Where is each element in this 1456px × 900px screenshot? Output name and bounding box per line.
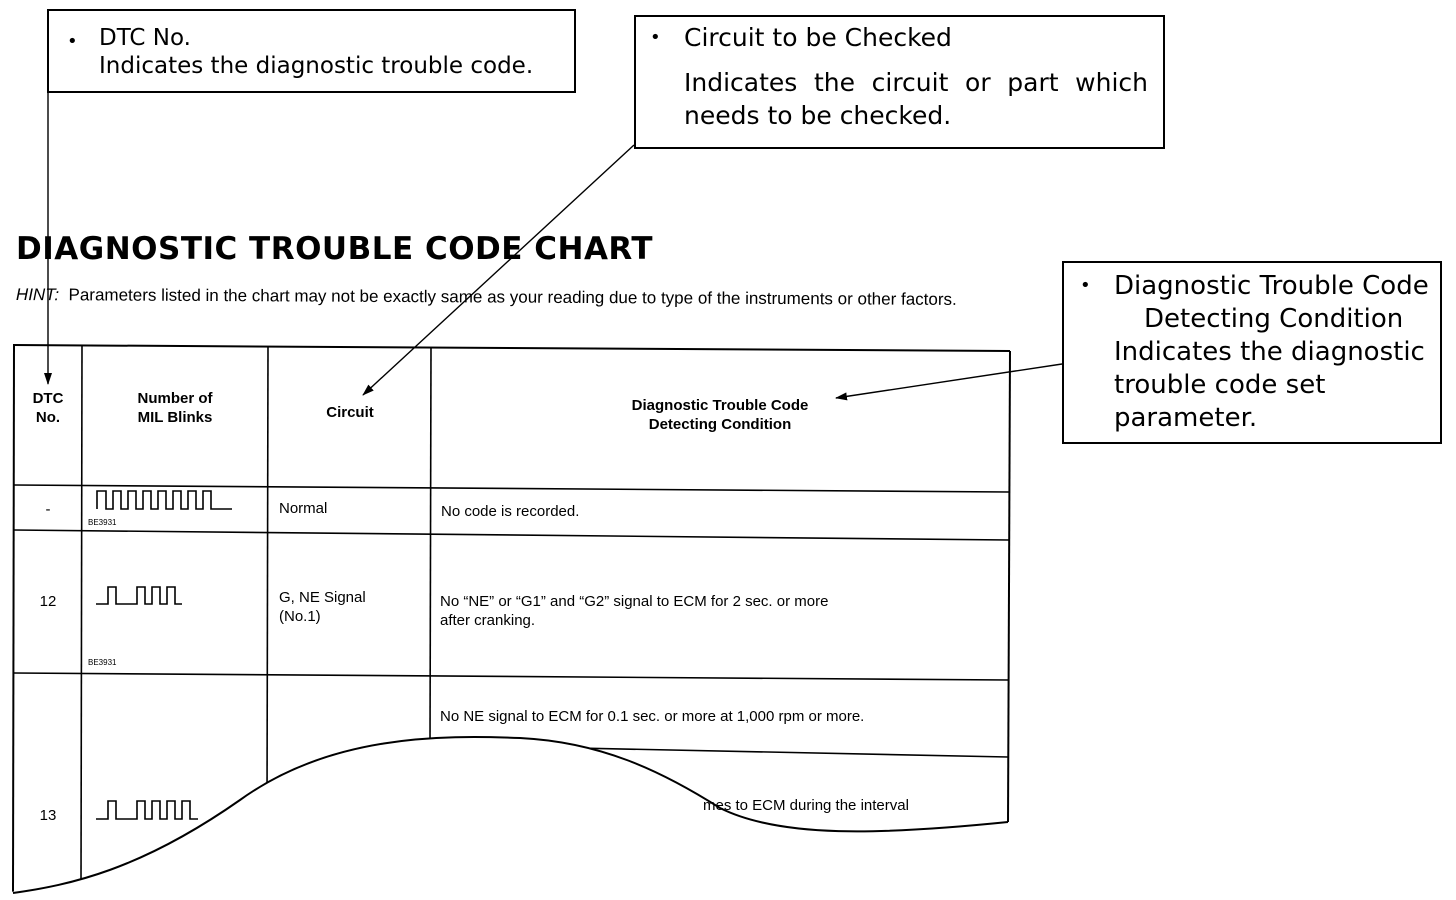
hint-text: Parameters listed in the chart may not be exactly same as your reading due to type of the instruments or other factors.	[68, 285, 957, 309]
row-normal-waveform-label: BE3931	[88, 518, 117, 527]
callout-cond-line1: Diagnostic Trouble Code	[1114, 271, 1429, 301]
callout-cond-line5: parameter.	[1114, 403, 1258, 433]
row-13-dtc: 13	[39, 807, 57, 824]
row-12-dtc: 12	[39, 593, 57, 610]
row-12-circuit	[279, 588, 366, 626]
header-mil-blinks	[100, 389, 250, 427]
callout-dtc-no	[47, 9, 576, 93]
header-blinks-line2: MIL Blinks	[137, 409, 213, 426]
torn-edge-cutout	[2, 737, 1456, 900]
callout-circuit-desc-line2: needs to be checked.	[684, 101, 952, 130]
arrow-condition	[836, 364, 1062, 398]
bullet-icon: •	[67, 31, 78, 52]
row-normal-circuit: Normal	[279, 500, 328, 517]
page-title: DIAGNOSTIC TROUBLE CODE CHART	[16, 231, 654, 267]
bullet-icon: •	[650, 27, 661, 48]
row-12-circuit-line1: G, NE Signal	[279, 589, 366, 606]
row-normal-dtc: -	[45, 501, 51, 518]
header-blinks-line1: Number of	[137, 390, 213, 407]
hint-label: HINT:	[15, 285, 60, 305]
header-dtc-no	[20, 389, 76, 427]
bullet-icon: •	[1080, 275, 1091, 296]
callout-condition	[1062, 261, 1442, 444]
waveform-normal	[97, 491, 232, 509]
row-12-waveform-label: BE3931	[88, 658, 117, 667]
header-cond-line2: Detecting Condition	[648, 416, 792, 433]
row-normal-condition: No code is recorded.	[441, 503, 580, 520]
row-12-condition-line2: after cranking.	[440, 612, 536, 629]
row-13-condition-line1: No NE signal to ECM for 0.1 sec. or more at 1,000 rpm or more.	[440, 708, 865, 725]
row-13-condition-fragment: mes to ECM during the interval	[703, 797, 909, 814]
callout-cond-line3: Indicates the diagnostic	[1114, 337, 1425, 367]
callout-circuit-desc-line1: Indicates the circuit or part which	[684, 68, 1148, 97]
callout-dtc-title: DTC No.	[99, 25, 191, 51]
header-condition	[560, 396, 880, 434]
row-12-condition-line1: No “NE” or “G1” and “G2” signal to ECM for 2 sec. or more	[440, 593, 829, 610]
waveform-code-12	[96, 587, 182, 604]
callout-circuit	[634, 15, 1165, 149]
callout-cond-line4: trouble code set	[1114, 370, 1326, 400]
arrow-circuit	[363, 145, 634, 395]
callout-dtc-desc: Indicates the diagnostic trouble code.	[99, 53, 534, 79]
header-dtc-line2: No.	[35, 409, 61, 426]
row-12-circuit-line2: (No.1)	[279, 608, 321, 625]
waveform-code-13	[96, 801, 198, 819]
callout-cond-line2: Detecting Condition	[1144, 304, 1404, 334]
header-dtc-line1: DTC	[32, 390, 64, 407]
header-circuit: Circuit	[326, 404, 374, 421]
header-cond-line1: Diagnostic Trouble Code	[631, 397, 809, 414]
callout-circuit-title: Circuit to be Checked	[684, 23, 952, 52]
row-12-condition	[440, 592, 828, 630]
